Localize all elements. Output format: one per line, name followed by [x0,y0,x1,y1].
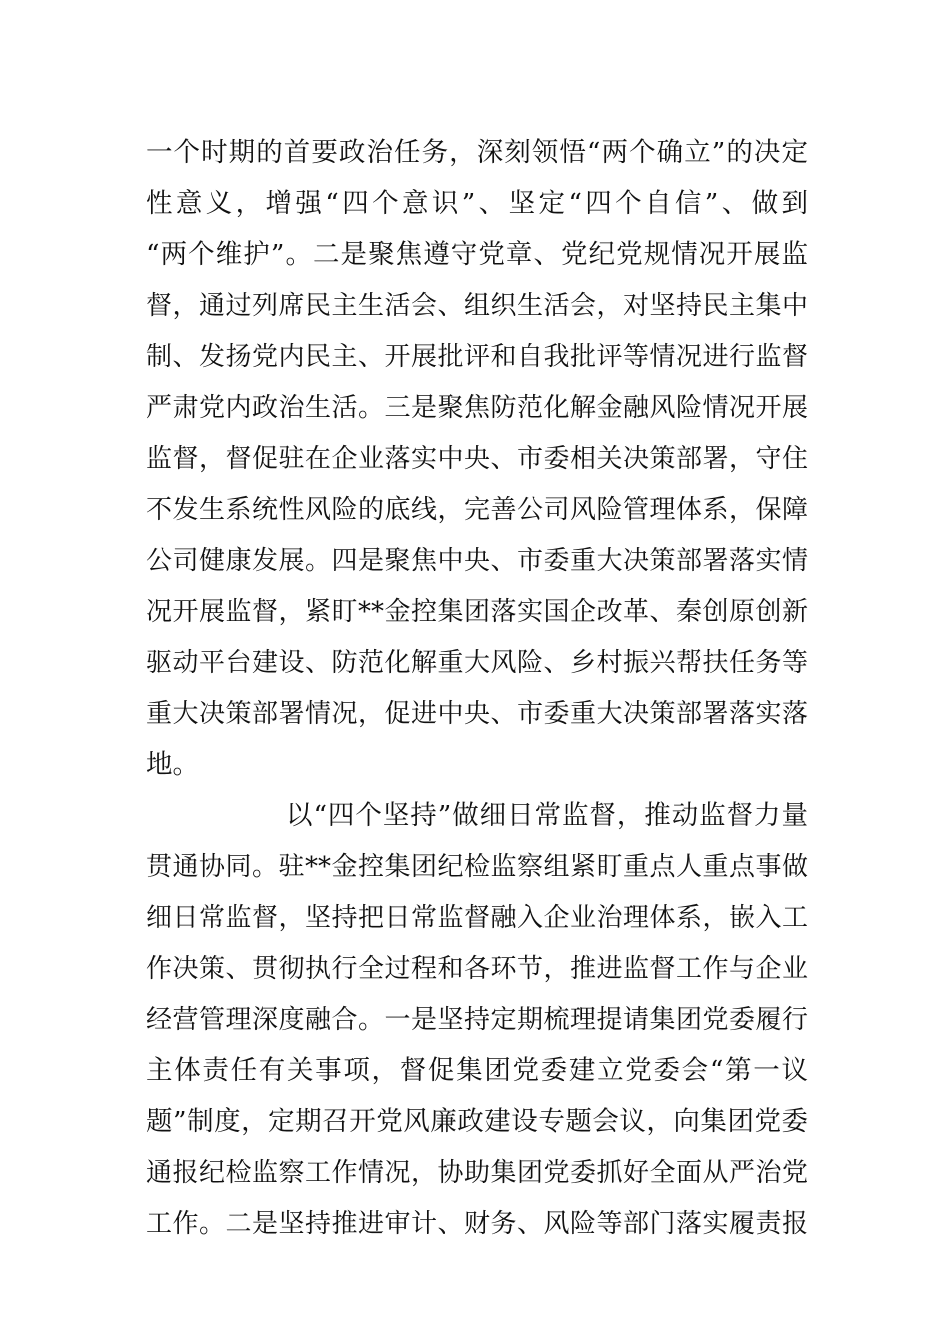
text-line: 重大决策部署情况，促进中央、市委重大决策部署落实落 [146,699,808,729]
text-line: 驱动平台建设、防范化解重大风险、乡村振兴帮扶任务等 [146,648,808,678]
text-line: 一个时期的首要政治任务，深刻领悟“两个确立”的决定 [146,137,808,168]
text-line: 公司健康发展。四是聚焦中央、市委重大决策部署落实情 [146,546,808,576]
text-line: 督，通过列席民主生活会、组织生活会，对坚持民主集中 [146,291,808,321]
text-line: 作决策、贯彻执行全过程和各环节，推进监督工作与企业 [146,954,808,984]
text-line: 不发生系统性风险的底线，完善公司风险管理体系，保障 [146,495,808,525]
text-line: 经营管理深度融合。一是坚持定期梳理提请集团党委履行 [146,1005,808,1035]
paragraph-last-line: 地。 [146,749,199,780]
text-line: 性意义，增强“四个意识”、坚定“四个自信”、做到 [146,188,808,219]
text-line: 题”制度，定期召开党风廉政建设专题会议，向集团党委 [146,1106,808,1137]
text-line: 细日常监督，坚持把日常监督融入企业治理体系，嵌入工 [146,903,808,933]
text-line: 况开展监督，紧盯**金控集团落实国企改革、秦创原创新 [146,597,808,627]
text-line: 主体责任有关事项，督促集团党委建立党委会“第一议 [146,1055,808,1086]
text-line: 通报纪检监察工作情况，协助集团党委抓好全面从严治党 [146,1158,808,1188]
text-line: “两个维护”。二是聚焦遵守党章、党纪党规情况开展监 [146,239,808,270]
text-line: 监督，督促驻在企业落实中央、市委相关决策部署，守住 [146,444,808,474]
text-line: 贯通协同。驻**金控集团纪检监察组紧盯重点人重点事做 [146,852,808,882]
paragraph-heading-line: 以“四个坚持”做细日常监督，推动监督力量 [286,800,808,831]
text-line: 严肃党内政治生活。三是聚焦防范化解金融风险情况开展 [146,393,808,423]
text-line: 工作。二是坚持推进审计、财务、风险等部门落实履责报 [146,1209,808,1239]
text-line: 制、发扬党内民主、开展批评和自我批评等情况进行监督 [146,342,808,372]
